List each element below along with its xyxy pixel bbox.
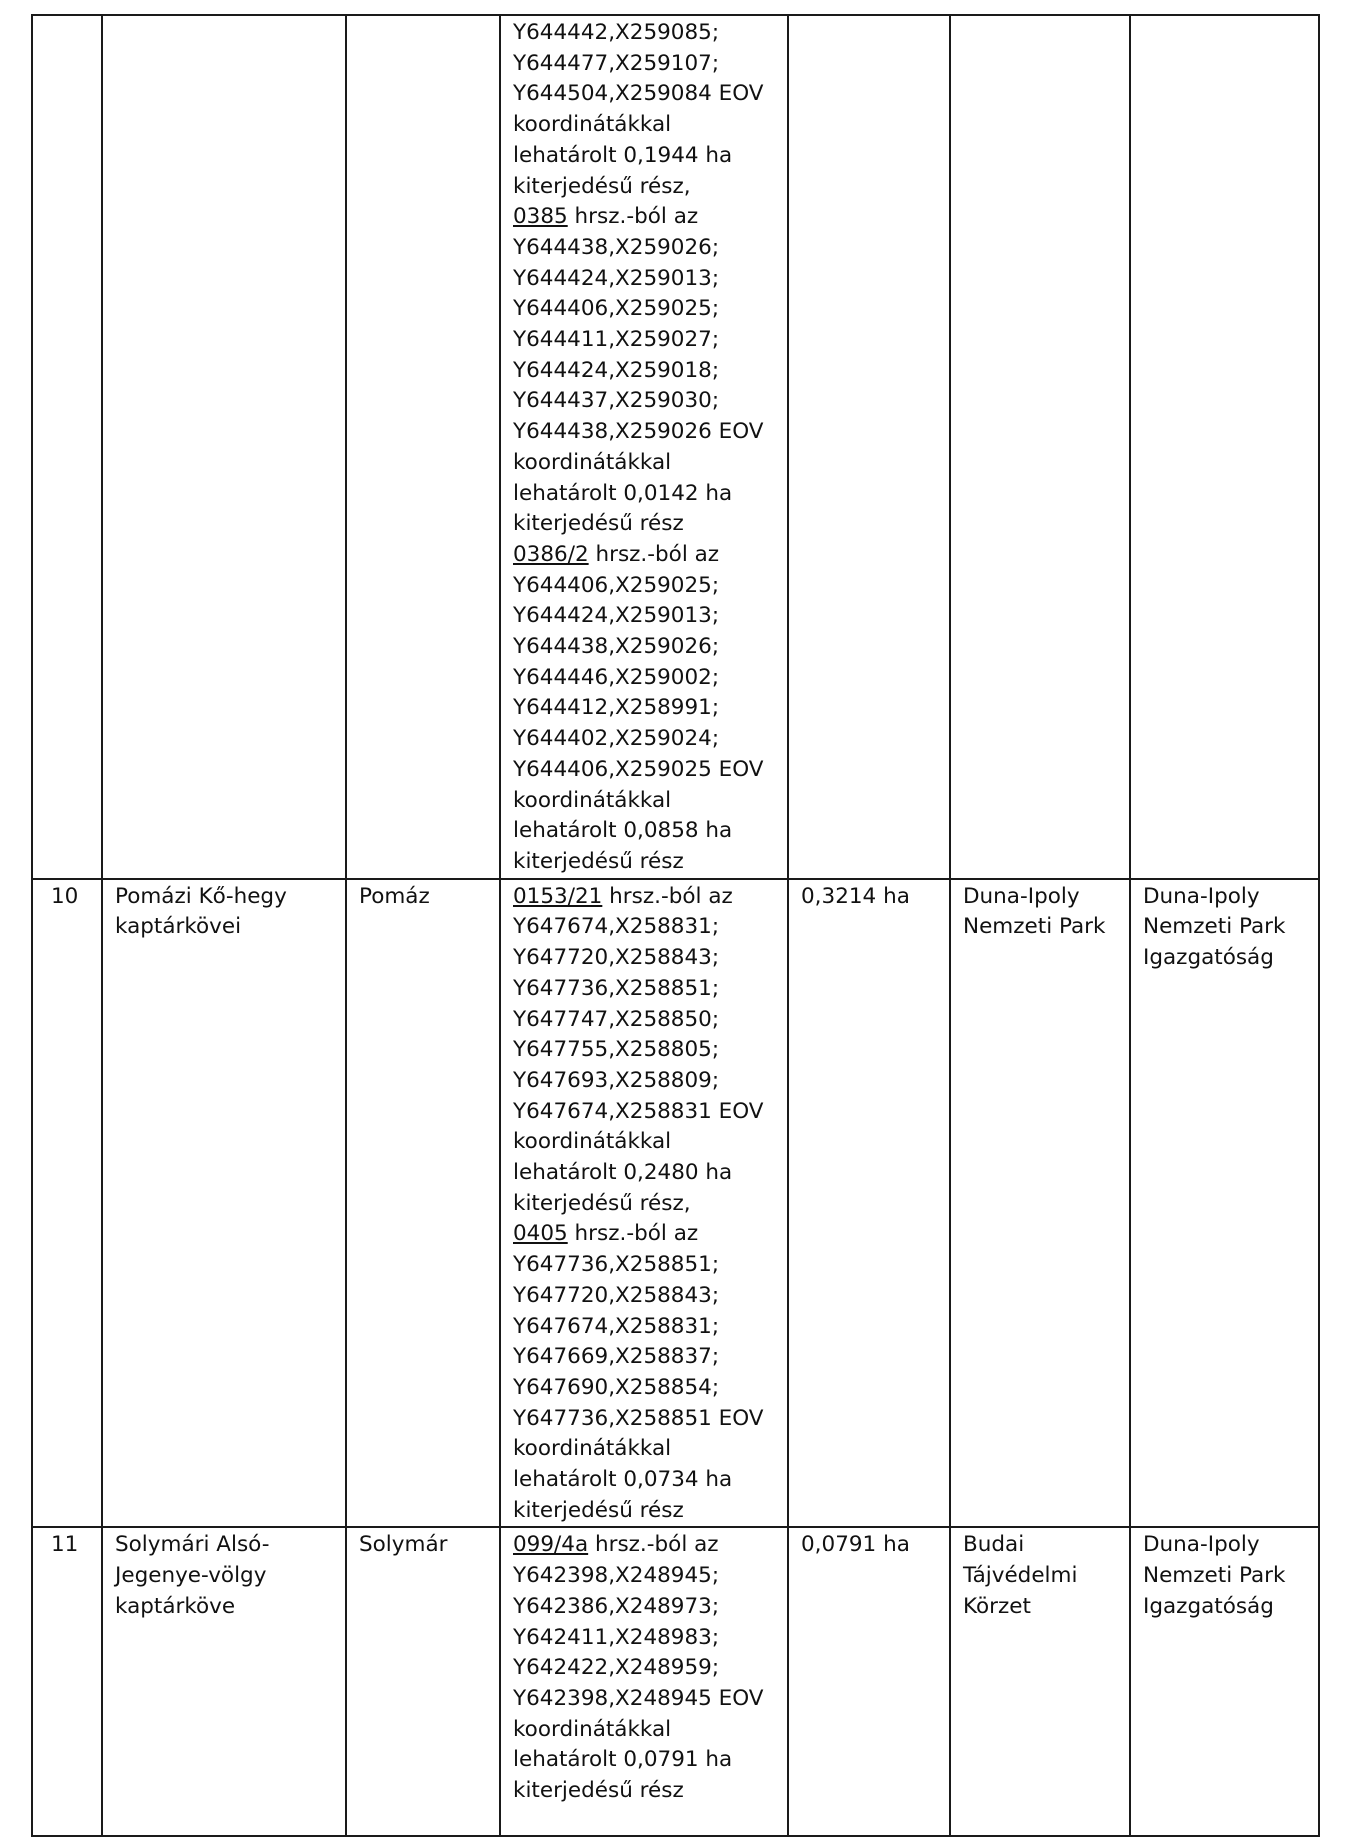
description-line xyxy=(513,1035,775,1066)
description-line xyxy=(513,601,775,632)
table-row xyxy=(32,1527,1319,1836)
description-text: Y647736,X258851; xyxy=(513,1252,720,1278)
cell-line: kaptárköve xyxy=(115,1593,236,1619)
description-line xyxy=(513,1066,775,1097)
description-text: Y647690,X258854; xyxy=(513,1374,720,1400)
description-text: Y644477,X259107; xyxy=(513,50,720,76)
description-text: lehatárolt 0,0791 ha xyxy=(513,1747,733,1773)
description-line xyxy=(513,325,775,356)
description-text: hrsz.-ból az xyxy=(588,1532,719,1558)
description-line xyxy=(513,1530,775,1561)
description-text: Y647720,X258843; xyxy=(513,945,720,971)
description-text: Y644446,X259002; xyxy=(513,664,720,690)
description-text: Y644412,X258991; xyxy=(513,695,720,721)
description-line xyxy=(513,1127,775,1158)
description-line xyxy=(513,172,775,203)
description-line xyxy=(513,1684,775,1715)
description-text: Y644438,X259026 EOV xyxy=(513,419,764,445)
description-line xyxy=(513,1561,775,1592)
description-line xyxy=(513,479,775,510)
description-line xyxy=(513,943,775,974)
description-text: koordinátákkal xyxy=(513,1129,672,1155)
parcel-description-cell xyxy=(500,1527,788,1836)
description-line xyxy=(513,233,775,264)
description-text: Y647693,X258809; xyxy=(513,1067,720,1093)
description-text: lehatárolt 0,1944 ha xyxy=(513,142,733,168)
description-text: kiterjedésű rész, xyxy=(513,173,691,199)
description-line xyxy=(513,386,775,417)
description-line xyxy=(513,18,775,49)
description-text: Y642398,X248945; xyxy=(513,1563,720,1589)
cell-line: Nemzeti Park xyxy=(1143,914,1286,940)
description-line xyxy=(513,356,775,387)
description-text: koordinátákkal xyxy=(513,1436,672,1462)
description-text: Y647755,X258805; xyxy=(513,1037,720,1063)
description-line xyxy=(513,1219,775,1250)
description-text: hrsz.-ból az xyxy=(602,883,733,909)
settlement-cell: Solymár xyxy=(346,1527,500,1836)
description-line xyxy=(513,663,775,694)
manager-cell xyxy=(1130,879,1319,1528)
description-line xyxy=(513,1434,775,1465)
description-line xyxy=(513,509,775,540)
cell-line: Jegenye-völgy xyxy=(115,1563,267,1589)
description-line xyxy=(513,540,775,571)
parcel-number: 0385 xyxy=(513,204,568,230)
description-line xyxy=(513,294,775,325)
description-text: Y647720,X258843; xyxy=(513,1282,720,1308)
parcel-number: 0386/2 xyxy=(513,541,589,567)
description-line xyxy=(513,693,775,724)
cell-line: Igazgatóság xyxy=(1143,945,1274,971)
manager-cell xyxy=(1130,1527,1319,1836)
description-text: Y644402,X259024; xyxy=(513,726,720,752)
cell-line: Tájvédelmi xyxy=(963,1563,1078,1589)
description-line xyxy=(513,1592,775,1623)
description-line xyxy=(513,1250,775,1281)
row-number-cell: 10 xyxy=(32,879,102,1528)
manager-cell xyxy=(1130,15,1319,879)
description-text: kiterjedésű rész xyxy=(513,511,684,537)
area-cell: 0,0791 ha xyxy=(788,1527,950,1836)
description-line xyxy=(513,786,775,817)
cell-line: Budai xyxy=(963,1532,1025,1558)
description-line xyxy=(513,755,775,786)
settlement-cell: Pomáz xyxy=(346,879,500,1528)
description-line xyxy=(513,974,775,1005)
protection-cell xyxy=(950,1527,1130,1836)
description-text: hrsz.-ból az xyxy=(588,541,720,567)
description-text: Y644504,X259084 EOV xyxy=(513,81,764,107)
description-text: Y644411,X259027; xyxy=(513,327,720,353)
description-text: Y644437,X259030; xyxy=(513,388,720,414)
site-name-cell xyxy=(102,15,346,879)
description-text: Y647674,X258831; xyxy=(513,914,720,940)
description-text: Y644438,X259026; xyxy=(513,234,720,260)
description-line xyxy=(513,1776,775,1807)
description-text: Y644406,X259025; xyxy=(513,296,720,322)
cell-line: Igazgatóság xyxy=(1143,1593,1274,1619)
description-line xyxy=(513,202,775,233)
cell-line: kaptárkövei xyxy=(115,914,242,940)
area-cell: 0,3214 ha xyxy=(788,879,950,1528)
description-text: Y644438,X259026; xyxy=(513,634,720,660)
cell-line: Körzet xyxy=(963,1593,1031,1619)
description-line xyxy=(513,49,775,80)
description-text: Y642411,X248983; xyxy=(513,1624,720,1650)
description-line xyxy=(513,724,775,755)
description-line xyxy=(513,1653,775,1684)
description-line xyxy=(513,1496,775,1527)
description-text: hrsz.-ból az xyxy=(567,204,699,230)
description-text: Y644424,X259013; xyxy=(513,603,720,629)
description-text: Y642422,X248959; xyxy=(513,1655,720,1681)
description-text: lehatárolt 0,2480 ha xyxy=(513,1160,733,1186)
description-line xyxy=(513,141,775,172)
description-line xyxy=(513,882,775,913)
parcel-number: 0405 xyxy=(513,1221,568,1247)
description-line xyxy=(513,816,775,847)
description-line xyxy=(513,79,775,110)
description-line xyxy=(513,1005,775,1036)
parcel-description-cell xyxy=(500,879,788,1528)
description-text: Y647747,X258850; xyxy=(513,1006,720,1032)
description-line xyxy=(513,1342,775,1373)
description-line xyxy=(513,1189,775,1220)
description-line xyxy=(513,1158,775,1189)
row-number-cell xyxy=(32,15,102,879)
cell-line: Duna-Ipoly xyxy=(1143,1532,1260,1558)
table-body xyxy=(32,15,1319,1836)
description-line xyxy=(513,571,775,602)
parcel-number: 0153/21 xyxy=(513,883,603,909)
description-line xyxy=(513,912,775,943)
protected-sites-table xyxy=(31,14,1320,1837)
description-text: lehatárolt 0,0734 ha xyxy=(513,1467,733,1493)
description-text: Y644424,X259013; xyxy=(513,265,720,291)
protection-cell xyxy=(950,879,1130,1528)
description-line xyxy=(513,264,775,295)
description-text: Y644442,X259085; xyxy=(513,20,720,45)
description-text: Y647674,X258831; xyxy=(513,1313,720,1339)
cell-line: Nemzeti Park xyxy=(963,914,1106,940)
description-line xyxy=(513,1623,775,1654)
description-line xyxy=(513,417,775,448)
description-line xyxy=(513,1715,775,1746)
settlement-cell xyxy=(346,15,500,879)
description-text: Y642386,X248973; xyxy=(513,1593,720,1619)
cell-line: Solymári Alsó- xyxy=(115,1532,270,1558)
description-text: kiterjedésű rész xyxy=(513,848,684,874)
description-text: kiterjedésű rész xyxy=(513,1778,684,1804)
description-text: kiterjedésű rész, xyxy=(513,1190,691,1216)
description-text: lehatárolt 0,0858 ha xyxy=(513,818,733,844)
row-number-cell: 11 xyxy=(32,1527,102,1836)
cell-line: Pomázi Kő-hegy xyxy=(115,883,287,909)
description-line xyxy=(513,1373,775,1404)
description-text: Y644406,X259025; xyxy=(513,572,720,598)
description-text: koordinátákkal xyxy=(513,787,672,813)
description-line xyxy=(513,847,775,878)
area-cell xyxy=(788,15,950,879)
parcel-description-cell xyxy=(500,15,788,879)
description-text: hrsz.-ból az xyxy=(567,1221,699,1247)
table-row xyxy=(32,15,1319,879)
protection-cell xyxy=(950,15,1130,879)
description-line xyxy=(513,1312,775,1343)
description-text: koordinátákkal xyxy=(513,449,672,475)
table-row xyxy=(32,879,1319,1528)
description-line xyxy=(513,1097,775,1128)
cell-line: Nemzeti Park xyxy=(1143,1563,1286,1589)
description-text: Y647669,X258837; xyxy=(513,1344,720,1370)
description-text: Y644424,X259018; xyxy=(513,357,720,383)
description-text: Y642398,X248945 EOV xyxy=(513,1685,764,1711)
description-line xyxy=(513,110,775,141)
description-line xyxy=(513,1465,775,1496)
description-line xyxy=(513,632,775,663)
description-text: lehatárolt 0,0142 ha xyxy=(513,480,733,506)
description-text: kiterjedésű rész xyxy=(513,1497,684,1523)
cell-line: Duna-Ipoly xyxy=(1143,883,1260,909)
parcel-number: 099/4a xyxy=(513,1532,589,1558)
description-text: Y644406,X259025 EOV xyxy=(513,756,764,782)
description-line xyxy=(513,448,775,479)
description-text: koordinátákkal xyxy=(513,1716,672,1742)
description-line xyxy=(513,1281,775,1312)
description-text: Y647674,X258831 EOV xyxy=(513,1098,764,1124)
cell-line: Duna-Ipoly xyxy=(963,883,1080,909)
description-text: Y647736,X258851; xyxy=(513,975,720,1001)
site-name-cell xyxy=(102,1527,346,1836)
description-line xyxy=(513,1404,775,1435)
description-line xyxy=(513,1745,775,1776)
site-name-cell xyxy=(102,879,346,1528)
description-text: koordinátákkal xyxy=(513,112,672,138)
description-text: Y647736,X258851 EOV xyxy=(513,1405,764,1431)
